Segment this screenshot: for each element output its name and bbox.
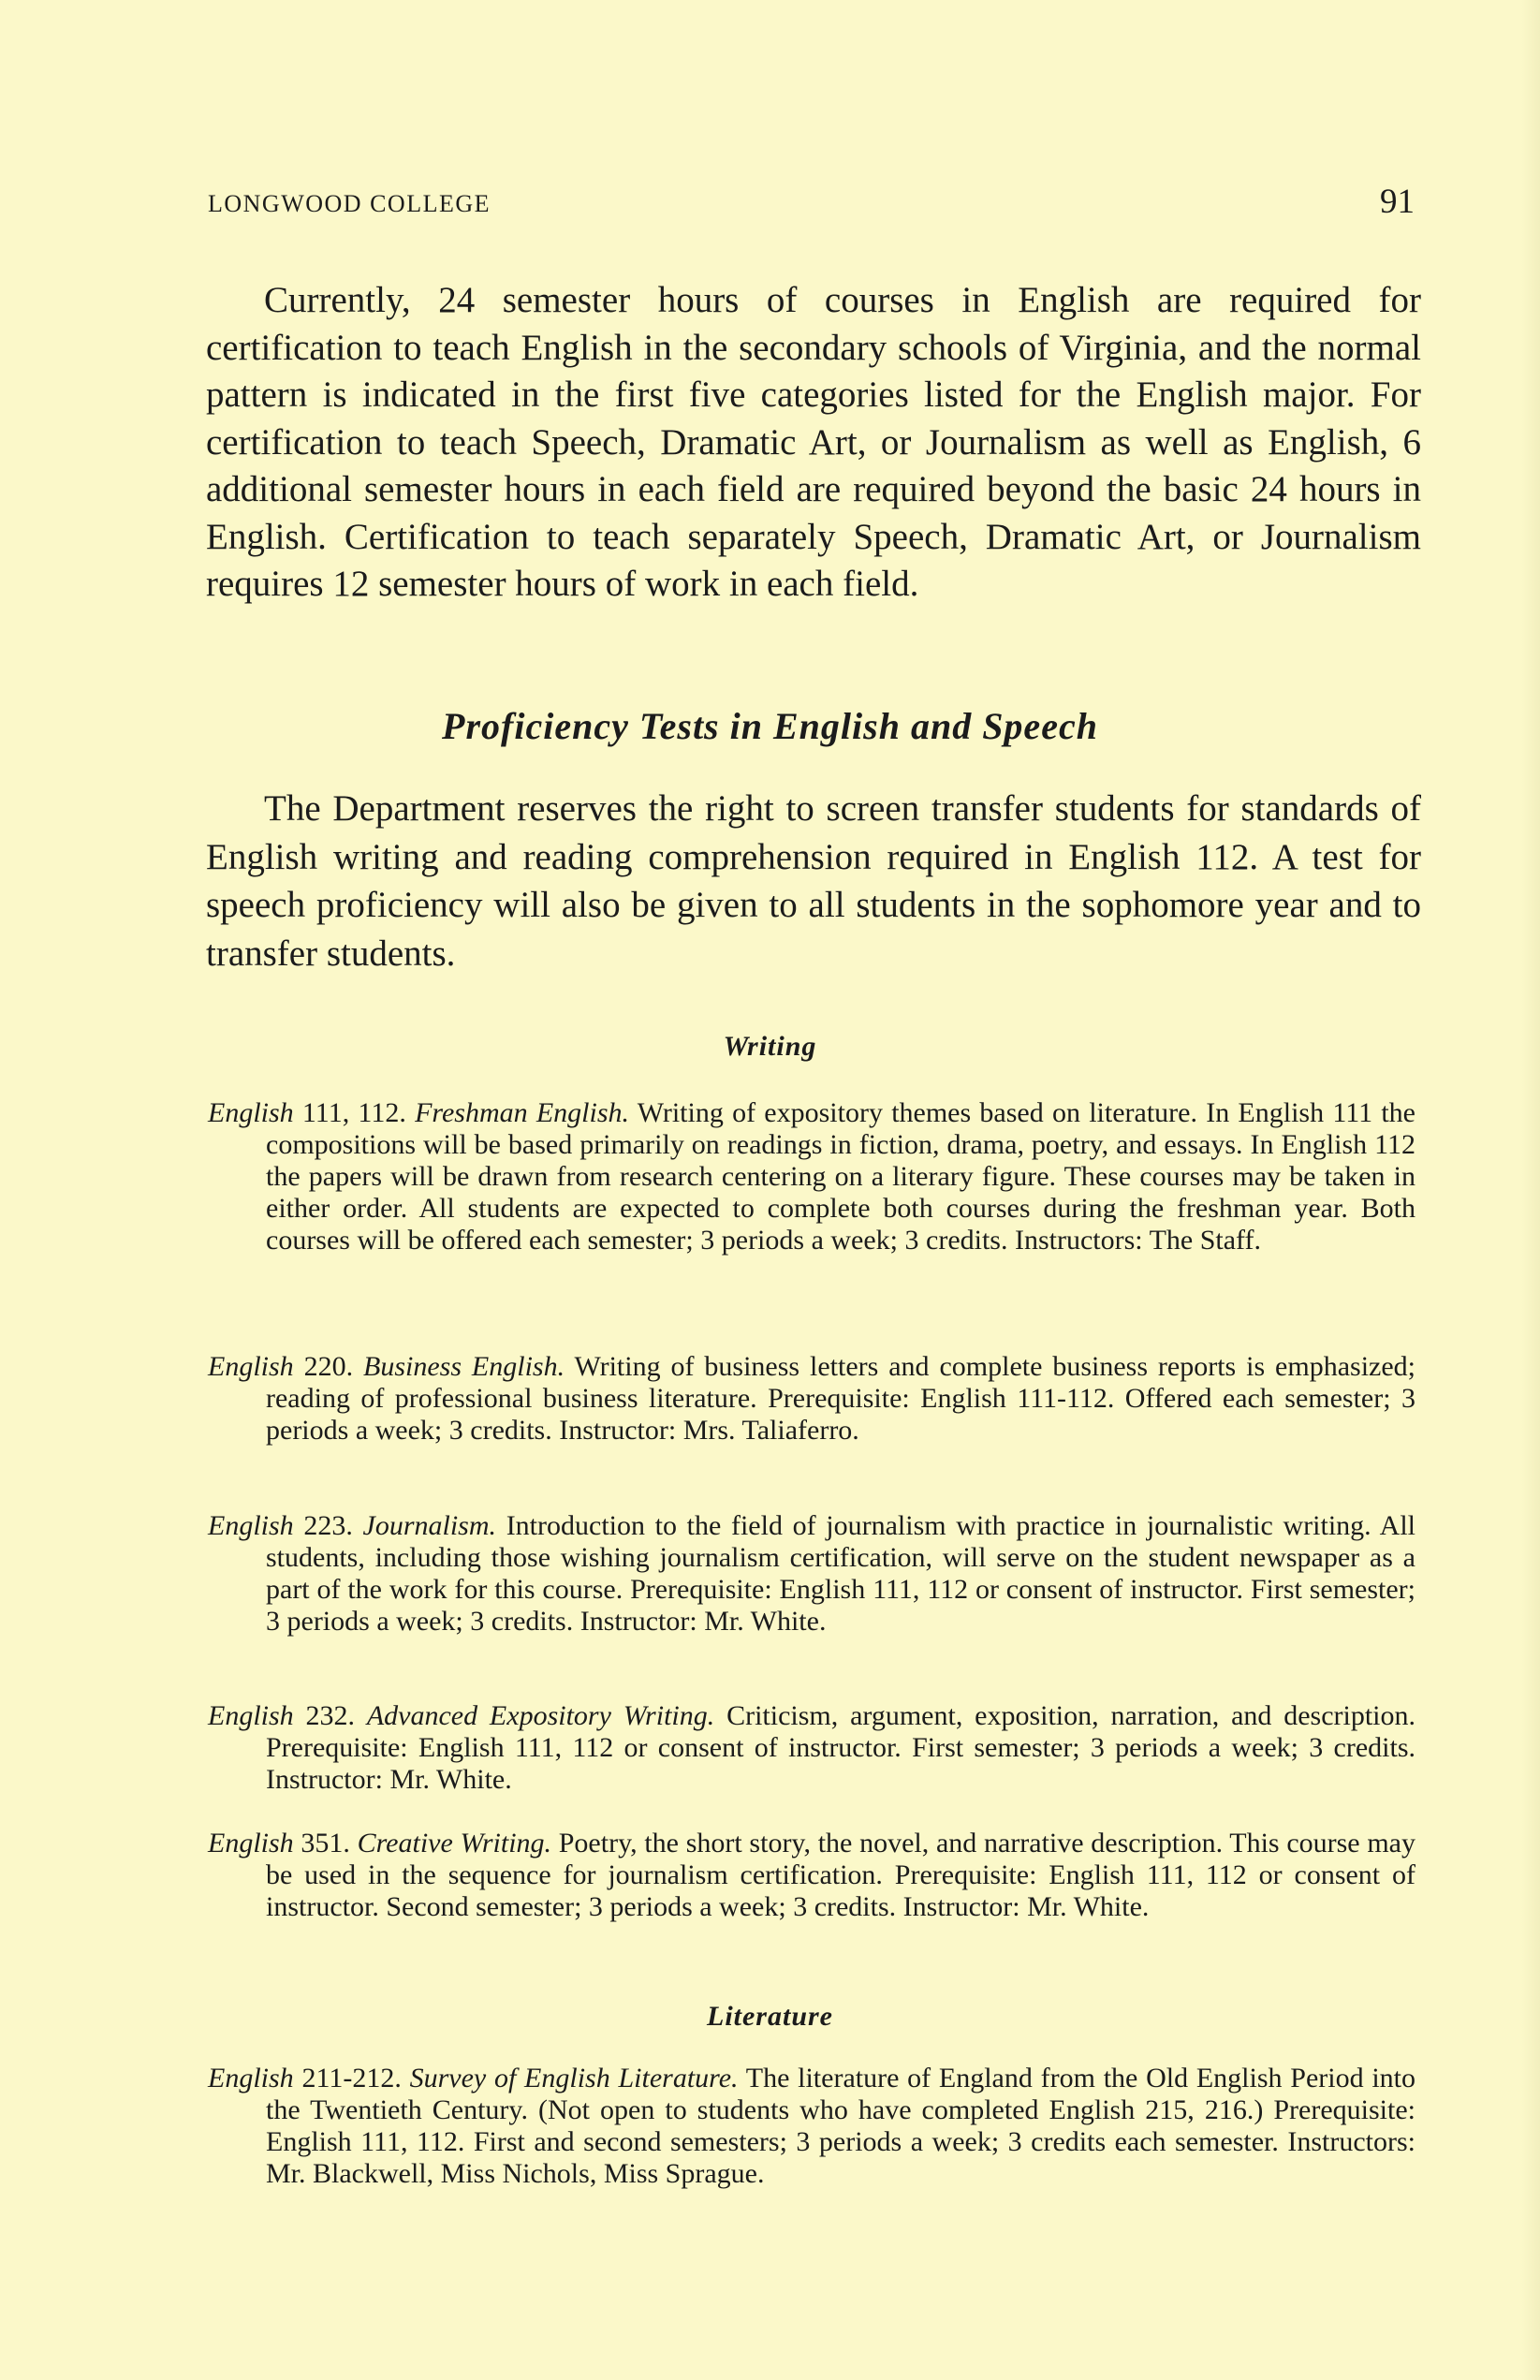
course-number: 220. xyxy=(303,1351,354,1382)
course-title: Survey of English Literature. xyxy=(409,2063,739,2094)
course-code: English xyxy=(208,1828,294,1858)
writing-heading: Writing xyxy=(723,1031,817,1062)
course-number: 111, 112. xyxy=(301,1097,406,1128)
course-title: Creative Writing. xyxy=(357,1828,552,1858)
course-code: English xyxy=(208,1700,294,1731)
course-description: Introduction to the field of journalism with practice in journalistic writing. All students, including those wishing journalism certification, will serve on the student newspaper as a part of the work for this course. Prerequisite: English 111, 112 or consent of instructor. First semester; 3 periods a week; 3 credits. Instructor: Mr. White. xyxy=(266,1510,1416,1637)
course-description: Poetry, the short story, the novel, and narrative description. This course may be used in the sequence for journalism certification. Prerequisite: English 111, 112 or consent of instructor. Second semester; 3 periods a week; 3 credits. Instructor: Mr. White. xyxy=(266,1828,1415,1922)
page-number: 91 xyxy=(1380,183,1415,221)
course-code: English xyxy=(208,1351,294,1382)
proficiency-paragraph: The Department reserves the right to screen transfer students for standards of English writing and reading comprehension required in English 112. A test for speech proficiency will also be given to all students in the sophomore year and to transfer students. xyxy=(206,788,1421,974)
course-title: Advanced Expository Writing. xyxy=(366,1700,715,1731)
course-number: 223. xyxy=(303,1510,353,1541)
course-description: Criticism, argument, exposition, narration, and description. Prerequisite: English 111, 112 or consent of instructor. First semester; 3 periods a week; 3 credits. Instructor: Mr. White. xyxy=(266,1700,1416,1795)
course-entry xyxy=(208,2063,1415,2190)
course-number: 232. xyxy=(305,1700,355,1731)
course-entry xyxy=(208,1351,1415,1447)
certification-paragraph: Currently, 24 semester hours of courses in English are required for certification to teach English in the secondary schools of Virginia, and the normal pattern is indicated in the first five categories listed for the English major. For certification to teach Speech, Dramatic Art, or Journalism as well as English, 6 additional semester hours in each field are required beyond the basic 24 hours in English. Certification to teach separately Speech, Dramatic Art, or Journalism requires 12 semester hours of work in each field. xyxy=(206,280,1421,604)
running-head: LONGWOOD COLLEGE xyxy=(208,190,491,217)
course-entry xyxy=(208,1097,1415,1256)
course-entry xyxy=(208,1828,1415,1923)
course-title: Freshman English. xyxy=(415,1097,630,1128)
literature-heading: Literature xyxy=(707,2001,833,2032)
course-code: English xyxy=(208,1510,294,1541)
course-description: The literature of England from the Old English Period into the Twentieth Century. (Not open to students who have completed English 215, 216.) Prerequisite: English 111, 112. First and second semesters; 3 periods a week; 3 credits each semester. Instructors: Mr. Blackwell, Miss Nichols, Miss Sprague. xyxy=(266,2063,1416,2189)
course-title: Business English. xyxy=(363,1351,565,1382)
course-code: English xyxy=(208,2063,294,2094)
course-entry xyxy=(208,1510,1415,1638)
course-number: 351. xyxy=(301,1828,350,1858)
proficiency-heading: Proficiency Tests in English and Speech xyxy=(442,705,1098,747)
course-code: English xyxy=(208,1097,294,1128)
course-title: Journalism. xyxy=(362,1510,497,1541)
course-description: Writing of business letters and complete business reports is emphasized; reading of professional business literature. Prerequisite: English 111-112. Offered each semester; 3 periods a week; 3 credits. Instructor: Mrs. Taliaferro. xyxy=(266,1351,1416,1446)
course-entry xyxy=(208,1700,1415,1796)
course-description: Writing of expository themes based on literature. In English 111 the compositions will be based primarily on readings in fiction, drama, poetry, and essays. In English 112 the papers will be drawn from research centering on a literary figure. These courses may be taken in either order. All students are expected to complete both courses during the freshman year. Both courses will be offered each semester; 3 periods a week; 3 credits. Instructors: The Staff. xyxy=(266,1097,1416,1256)
course-number: 211-212. xyxy=(301,2063,402,2094)
